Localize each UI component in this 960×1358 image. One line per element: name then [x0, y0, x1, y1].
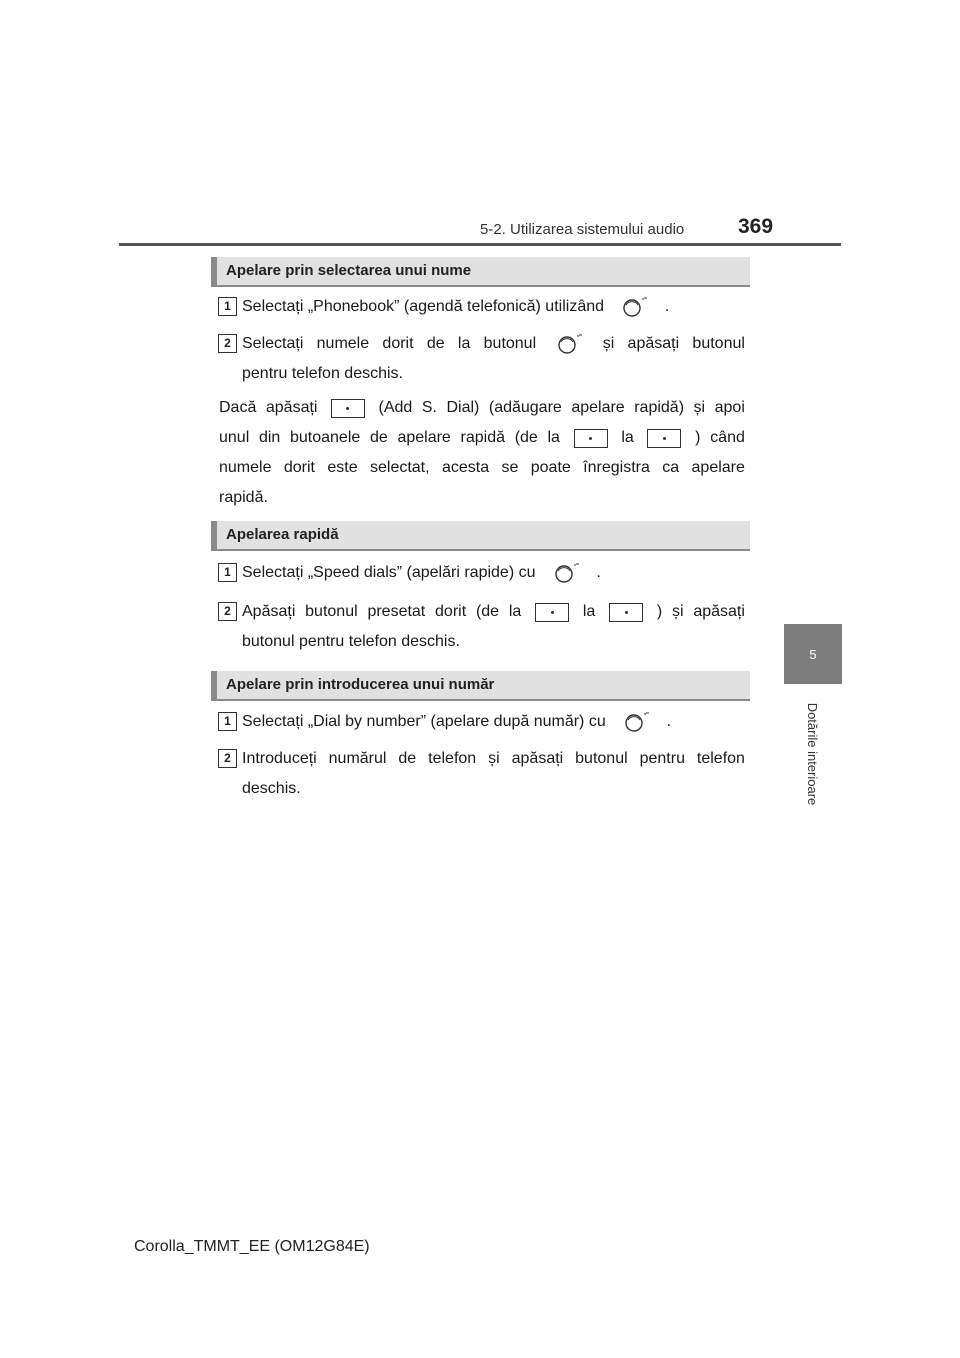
- section-header-select-by-name: Apelare prin selectarea unui nume: [211, 257, 750, 287]
- word: unul: [219, 429, 250, 446]
- step-line: [242, 744, 745, 774]
- word: dorit: [435, 603, 467, 620]
- note-line: [219, 453, 745, 483]
- word: butonul: [575, 750, 628, 767]
- text-fragment: .: [664, 298, 670, 315]
- chapter-number: 5: [809, 646, 817, 662]
- preset-button-icon: [574, 429, 608, 448]
- step-number: 2: [218, 749, 237, 768]
- word: Introduceți: [242, 750, 317, 767]
- word: numele: [316, 335, 370, 352]
- note-line: rapidă.: [219, 489, 268, 506]
- word: (de: [475, 603, 500, 620]
- text-fragment: .: [596, 564, 601, 581]
- word: de: [426, 335, 445, 352]
- step-text: [242, 597, 745, 657]
- word: apelare: [691, 459, 745, 476]
- word: se: [501, 459, 519, 476]
- word: din: [258, 429, 281, 446]
- tune-select-knob-icon: [546, 562, 586, 584]
- word: apăsați: [627, 335, 680, 352]
- tune-select-knob-icon: [614, 296, 654, 318]
- word: butonul: [692, 335, 745, 352]
- step-line: [242, 597, 745, 627]
- footer-model-code: Corolla_TMMT_EE (OM12G84E): [134, 1238, 370, 1255]
- word: rapidă): [634, 399, 685, 416]
- preset-button-icon: [535, 603, 569, 622]
- word: ): [656, 603, 663, 620]
- step-number: 1: [218, 563, 237, 582]
- word: butoanele: [289, 429, 361, 446]
- note-line: [219, 423, 745, 453]
- text-fragment: .: [666, 713, 672, 730]
- step-text: [242, 707, 745, 737]
- word: și: [488, 750, 500, 767]
- word: (de: [514, 429, 538, 446]
- word: când: [710, 429, 745, 446]
- word: dorit: [283, 459, 315, 476]
- section-header-dial-by-number: Apelare prin introducerea unui număr: [211, 671, 750, 701]
- word: apăsați: [693, 603, 745, 620]
- word: poate: [530, 459, 571, 476]
- word: de: [398, 750, 417, 767]
- step-text: [242, 744, 745, 804]
- chapter-tab: [784, 624, 842, 684]
- word: Dacă: [219, 399, 257, 416]
- tune-select-knob-icon: [549, 333, 589, 355]
- word: Selectați: [242, 335, 304, 352]
- word: apelare: [397, 429, 451, 446]
- text-fragment: Selectați „Dial by number” (apelare după număr) cu: [242, 713, 606, 730]
- word: la: [621, 429, 634, 446]
- word: și: [693, 399, 706, 416]
- word: la: [457, 335, 471, 352]
- section-header-speed-dial: Apelarea rapidă: [211, 521, 750, 551]
- text-fragment: Selectați „Phonebook” (agendă telefonică) utilizând: [242, 298, 605, 315]
- step-number: 2: [218, 602, 237, 621]
- word: S.: [421, 399, 437, 416]
- step-text: [242, 329, 745, 389]
- word: Dial): [446, 399, 480, 416]
- word: pentru: [639, 750, 685, 767]
- word: la: [547, 429, 560, 446]
- step-line-continued: butonul pentru telefon deschis.: [242, 633, 460, 650]
- word: acesta: [441, 459, 490, 476]
- word: ): [695, 429, 701, 446]
- header-divider: [119, 243, 841, 246]
- tune-select-knob-icon: [616, 711, 656, 733]
- word: este: [327, 459, 358, 476]
- word: ca: [662, 459, 680, 476]
- header-section-title: 5-2. Utilizarea sistemului audio: [480, 221, 685, 238]
- note-paragraph: [219, 393, 745, 513]
- word: presetat: [367, 603, 426, 620]
- word: la: [582, 603, 596, 620]
- word: (Add: [378, 399, 413, 416]
- word: înregistra: [583, 459, 650, 476]
- word: apăsați: [511, 750, 564, 767]
- word: butonul: [305, 603, 358, 620]
- word: numărul: [328, 750, 387, 767]
- add-speed-dial-button-icon: [331, 399, 365, 418]
- word: apoi: [714, 399, 745, 416]
- preset-button-icon: [609, 603, 643, 622]
- step-text: [242, 558, 745, 588]
- word: apăsați: [265, 399, 318, 416]
- word: apelare: [571, 399, 625, 416]
- word: telefon: [428, 750, 477, 767]
- word: Apăsați: [242, 603, 296, 620]
- step-number: 2: [218, 334, 237, 353]
- text-fragment: Selectați „Speed dials” (apelări rapide) cu: [242, 564, 536, 581]
- word: butonul: [483, 335, 537, 352]
- step-line-continued: deschis.: [242, 780, 301, 797]
- word: de: [369, 429, 388, 446]
- page-number: 369: [738, 215, 774, 238]
- step-line-continued: pentru telefon deschis.: [242, 365, 403, 382]
- word: și: [671, 603, 684, 620]
- word: și: [602, 335, 615, 352]
- step-line: [242, 558, 745, 588]
- word: numele: [219, 459, 272, 476]
- word: dorit: [382, 335, 414, 352]
- step-line: [242, 707, 745, 737]
- preset-button-icon: [647, 429, 681, 448]
- word: telefon: [696, 750, 745, 767]
- step-line: [242, 292, 745, 322]
- step-number: 1: [218, 297, 237, 316]
- chapter-title: Dotările interioare: [805, 702, 820, 806]
- word: la: [508, 603, 522, 620]
- word: selectat,: [369, 459, 430, 476]
- note-line: [219, 393, 745, 423]
- word: rapidă: [460, 429, 505, 446]
- step-line: [242, 329, 745, 359]
- word: (adăugare: [488, 399, 562, 416]
- step-number: 1: [218, 712, 237, 731]
- step-text: [242, 292, 745, 322]
